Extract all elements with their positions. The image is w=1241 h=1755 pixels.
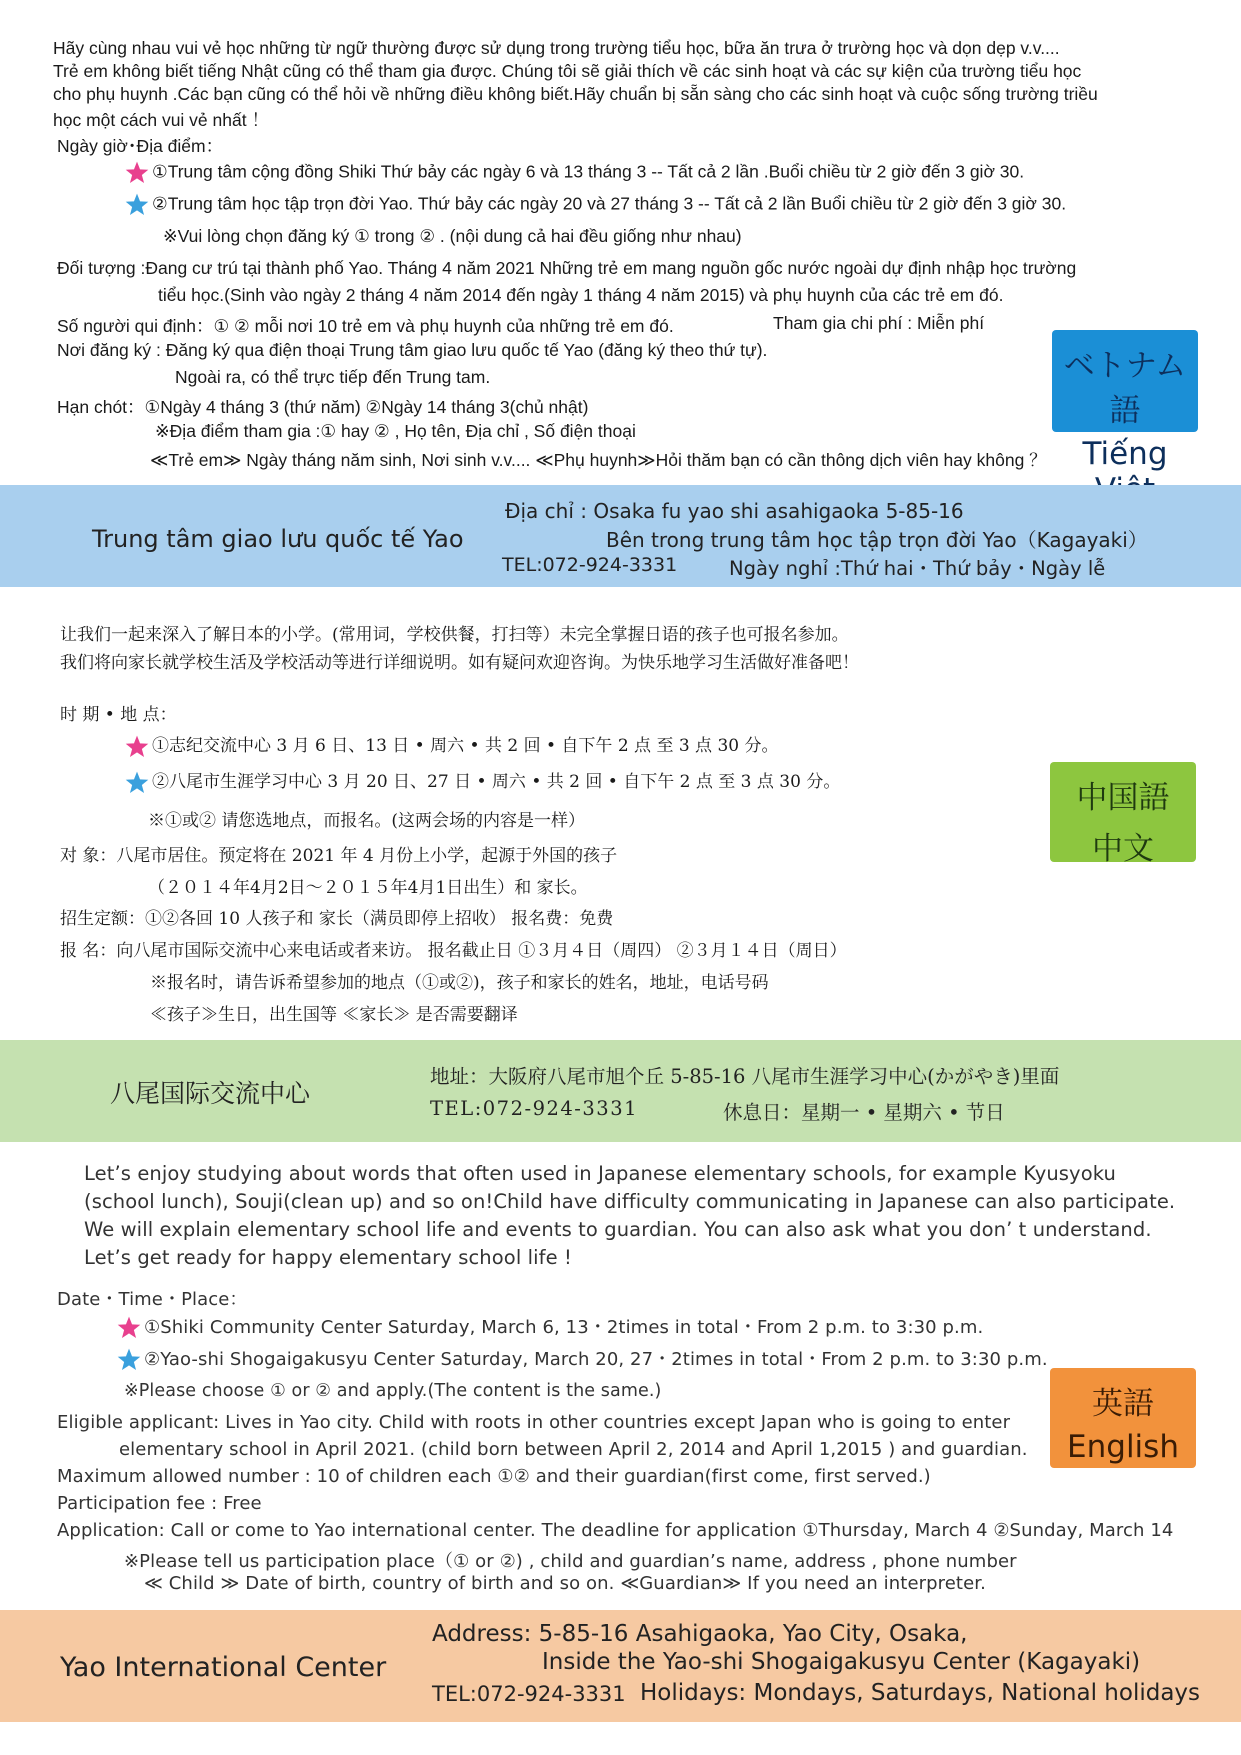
- en-application: Application: Call or come to Yao international center. The deadline for application ①Thursday, March 4 ②Sunday, March 14: [57, 1520, 1174, 1541]
- vn-register-line-1: Nơi đăng ký : Đăng ký qua điện thoại Trung tâm giao lưu quốc tế Yao (đăng ký theo thứ tự).: [57, 340, 768, 360]
- vn-eligible-line-2: tiểu học.(Sinh vào ngày 2 tháng 4 năm 2014 đến ngày 1 tháng 4 năm 2015) và phụ huynh của các trẻ em đó.: [158, 285, 1004, 305]
- cn-date-place-label: 时 期 • 地 点：: [60, 705, 177, 725]
- blue-star-icon: [124, 192, 150, 218]
- vn-address-line-1: Địa chỉ : Osaka fu yao shi asahigaoka 5-85-16: [505, 499, 964, 523]
- en-address-line-1: Address: 5-85-16 Asahigaoka, Yao City, Osaka,: [432, 1621, 968, 1647]
- badge-local-label: English: [1067, 1429, 1179, 1465]
- cn-intro-line-1: 让我们一起来深入了解日本的小学。(常用词，学校供餐，打扫等）未完全掌握日语的孩子也可报名参加。: [60, 625, 849, 645]
- vn-place-1-text: ①Trung tâm cộng đồng Shiki Thứ bảy các ngày 6 và 13 tháng 3 -- Tất cả 2 lần .Buổi chiều từ 2 giờ đến 3 giờ 30.: [152, 161, 1025, 182]
- pink-star-icon: [124, 734, 150, 760]
- vn-place-2-text: ②Trung tâm học tập trọn đời Yao. Thứ bảy các ngày 20 và 27 tháng 3 -- Tất cả 2 lần Buổi chiều từ 2 giờ đến 3 giờ 30.: [152, 193, 1067, 214]
- badge-local-label: 中文: [1092, 831, 1154, 867]
- vn-intro-line-1: Hãy cùng nhau vui vẻ học những từ ngữ thường được sử dụng trong trường tiểu học, bữa ăn trưa ở trường học và dọn dẹp v.v....: [53, 38, 1060, 58]
- en-intro-line-3: We will explain elementary school life and events to guardian. You can also ask what you don’ t understand.: [84, 1218, 1152, 1241]
- vn-note-2: ≪Trẻ em≫ Ngày tháng năm sinh, Nơi sinh v.v.... ≪Phụ huynh≫Hỏi thăm bạn có cần thông dịch viên hay không ？: [150, 450, 1047, 470]
- vn-note-1: ※Địa điểm tham gia :① hay ② , Họ tên, Địa chỉ , Số điện thoại: [155, 421, 636, 441]
- blue-star-icon: [116, 1347, 142, 1373]
- cn-eligible-line-2: （２０１４年4月2日～２０１５年4月1日出生）和 家长。: [148, 878, 588, 898]
- en-contact-band: [0, 1610, 1241, 1722]
- cn-note-1: ※报名时，请告诉希望参加的地点（①或②)，孩子和家长的姓名，地址，电话号码: [150, 973, 769, 993]
- badge-local-label: Tiếng: [1082, 436, 1168, 472]
- vn-tel: TEL:072-924-3331: [502, 554, 678, 576]
- en-fee: Participation fee : Free: [57, 1493, 262, 1514]
- en-capacity: Maximum allowed number : 10 of children each ①② and their guardian(first come, first served.): [57, 1466, 931, 1487]
- vn-center-name: Trung tâm giao lưu quốc tế Yao: [92, 525, 464, 553]
- cn-address: 地址：大阪府八尾市旭个丘 5-85-16 八尾市生涯学习中心(かがやき)里面: [430, 1065, 1060, 1088]
- en-address-line-2: Inside the Yao-shi Shogaigakusyu Center (Kagayaki): [542, 1649, 1141, 1675]
- cn-place-1: [124, 731, 779, 760]
- badge-jp-label: ベトナム語: [1063, 348, 1187, 429]
- vn-intro-line-3: cho phụ huynh .Các bạn cũng có thể hỏi về những điều không biết.Hãy chuẩn bị sẵn sàng cho các sinh hoạt và cuộc sống trường triều: [53, 84, 1098, 104]
- en-center-name: Yao International Center: [60, 1652, 387, 1683]
- cn-tel: TEL:072-924-3331: [430, 1097, 639, 1120]
- en-note-1: ※Please tell us participation place（① or ②) , child and guardian’s name, address , phone number: [124, 1551, 1017, 1572]
- cn-capacity: 招生定额：①②各回 10 人孩子和 家长（满员即停上招收） 报名费：免费: [60, 909, 614, 929]
- language-badge-vietnamese: [1052, 330, 1198, 472]
- vn-fee: Tham gia chi phí : Miễn phí: [773, 313, 985, 333]
- en-intro-line-4: Let’s get ready for happy elementary school life !: [84, 1246, 572, 1269]
- vn-capacity: Số người qui định：① ② mỗi nơi 10 trẻ em và phụ huynh của những trẻ em đó.: [57, 316, 674, 336]
- cn-note-2: ≪孩子≫生日，出生国等 ≪家长≫ 是否需要翻译: [150, 1005, 518, 1025]
- badge-jp-label: 英語: [1092, 1386, 1154, 1422]
- vn-address-line-2: Bên trong trung tâm học tập trọn đời Yao（Kagayaki）: [606, 528, 1148, 552]
- vn-intro-line-2: Trẻ em không biết tiếng Nhật cũng có thể tham gia được. Chúng tôi sẽ giải thích về các sinh hoạt và các sự kiện của trường tiểu học: [53, 61, 1082, 81]
- en-intro-line-1: Let’s enjoy studying about words that often used in Japanese elementary schools, for example Kyusyoku: [84, 1162, 1116, 1185]
- vn-register-line-2: Ngoài ra, có thể trực tiếp đến Trung tam.: [175, 367, 491, 387]
- en-place-2: [116, 1345, 1048, 1373]
- cn-register: 报 名：向八尾市国际交流中心来电话或者来访。 报名截止日 ①３月４日（周四） ②３月１４日（周日）: [60, 941, 847, 961]
- en-eligible-line-1: Eligible applicant: Lives in Yao city. Child with roots in other countries except Japan who is going to enter: [57, 1412, 1011, 1433]
- blue-star-icon: [124, 770, 150, 796]
- en-tel: TEL:072-924-3331: [432, 1682, 626, 1706]
- vn-holidays: Ngày nghỉ :Thứ hai・Thứ bảy・Ngày lễ: [729, 557, 1106, 580]
- en-eligible-line-2: elementary school in April 2021. (child born between April 2, 2014 and April 1,2015 ) and guardian.: [119, 1439, 1028, 1460]
- cn-contact-band: [0, 1040, 1241, 1142]
- pink-star-icon: [116, 1315, 142, 1341]
- cn-place-2-text: ②八尾市生涯学习中心 3 月 20 日、27 日 • 周六 • 共 2 回 • 自下午 2 点 至 3 点 30 分。: [152, 772, 841, 792]
- vn-place-1: [124, 160, 1024, 186]
- vn-choose-note: ※Vui lòng chọn đăng ký ① trong ② . (nội dung cả hai đều giống như nhau): [163, 226, 742, 246]
- vn-deadline: Hạn chót：①Ngày 4 tháng 3 (thứ năm) ②Ngày 14 tháng 3(chủ nhật): [57, 397, 589, 417]
- en-choose-note: ※Please choose ① or ② and apply.(The content is the same.): [124, 1381, 662, 1401]
- cn-center-name: 八尾国际交流中心: [110, 1079, 311, 1108]
- en-note-2: ≪ Child ≫ Date of birth, country of birth and so on. ≪Guardian≫ If you need an interpreter.: [144, 1573, 986, 1594]
- cn-place-2: [124, 767, 840, 796]
- en-holidays: Holidays: Mondays, Saturdays, National holidays: [640, 1680, 1201, 1706]
- en-date-place-label: Date・Time・Place：: [57, 1289, 248, 1310]
- vn-contact-band: [0, 485, 1241, 587]
- vn-place-2: [124, 192, 1066, 218]
- en-place-1: [116, 1313, 983, 1341]
- en-place-1-text: ①Shiki Community Center Saturday, March 6, 13・2times in total・From 2 p.m. to 3:30 p.m.: [144, 1317, 984, 1338]
- cn-place-1-text: ①志纪交流中心 3 月 6 日、13 日 • 周六 • 共 2 回 • 自下午 2 点 至 3 点 30 分。: [152, 736, 779, 756]
- cn-holidays: 休息日：星期一 • 星期六 • 节日: [723, 1101, 1005, 1124]
- pink-star-icon: [124, 160, 150, 186]
- vn-eligible-line-1: Đối tượng :Đang cư trú tại thành phố Yao. Tháng 4 năm 2021 Những trẻ em mang nguồn gốc nước ngoài dự định nhập học trường: [57, 258, 1077, 278]
- cn-intro-line-2: 我们将向家长就学校生活及学校活动等进行详细说明。如有疑问欢迎咨询。为快乐地学习生活做好准备吧！: [60, 653, 859, 673]
- language-badge-chinese: [1050, 762, 1196, 867]
- language-badge-english: [1050, 1368, 1196, 1468]
- cn-choose-note: ※①或② 请您选地点，而报名。(这两会场的内容是一样）: [148, 811, 586, 831]
- badge-jp-label: 中国語: [1076, 780, 1170, 816]
- en-intro-line-2: (school lunch), Souji(clean up) and so on!Child have difficulty communicating in Japanese can also participate.: [84, 1190, 1176, 1213]
- vn-date-place-label: Ngày giờ･Địa điểm：: [57, 136, 224, 156]
- vn-intro-line-4: học một cách vui vẻ nhất ！: [53, 110, 269, 130]
- cn-eligible-line-1: 对 象：八尾市居住。预定将在 2021 年 4 月份上小学，起源于外国的孩子: [60, 846, 618, 866]
- en-place-2-text: ②Yao-shi Shogaigakusyu Center Saturday, March 20, 27・2times in total・From 2 p.m. to 3:30 p.m.: [144, 1349, 1048, 1370]
